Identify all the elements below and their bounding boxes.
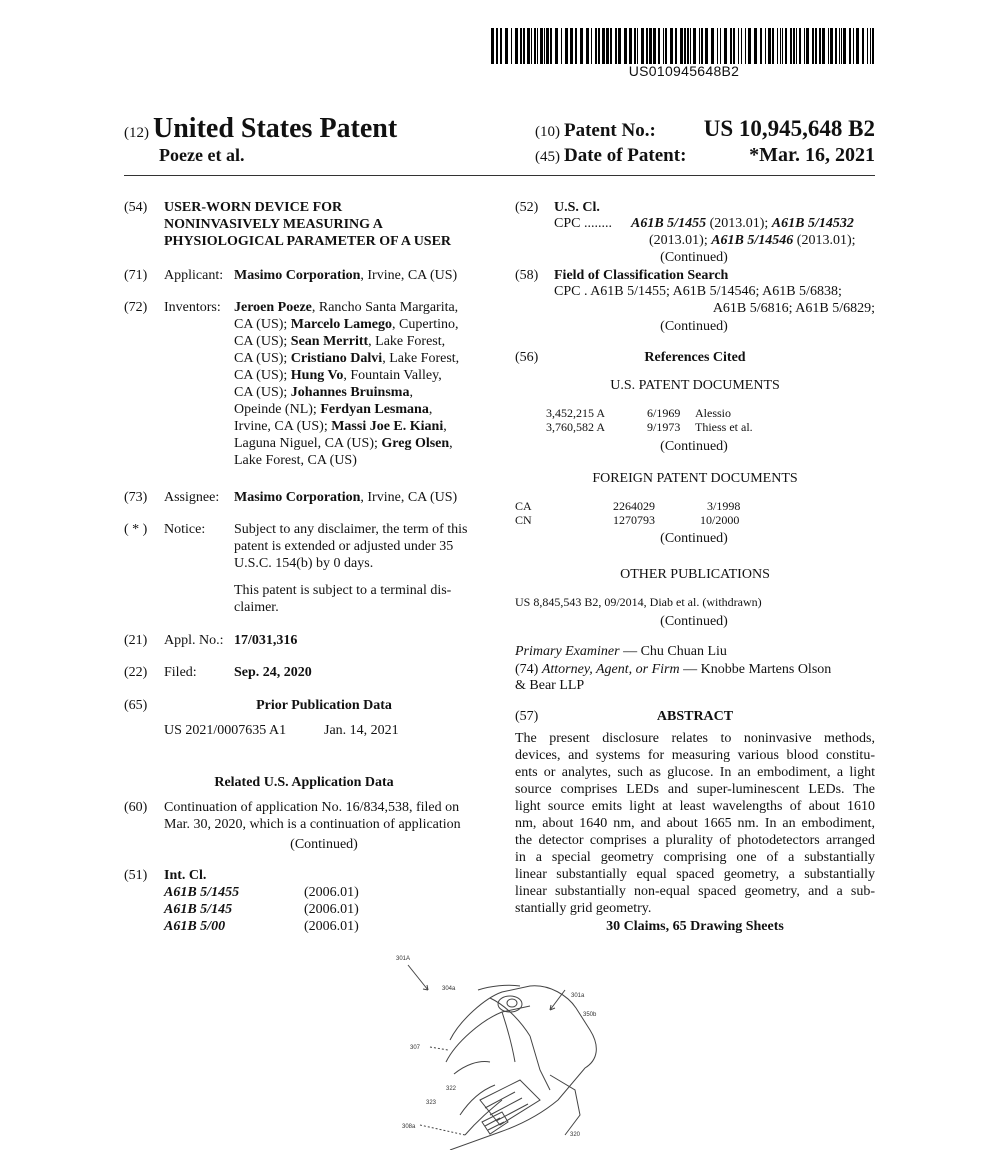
applicant-label: Applicant: [164,268,224,283]
title-line: PHYSIOLOGICAL PARAMETER OF A USER [164,234,452,249]
figure-label: 350b [583,1012,597,1018]
appl-code: (21) [124,633,148,648]
doc-number: 3,760,582 A [546,420,606,434]
barcode-bar [658,28,660,64]
figure-label: 301A [396,956,411,962]
us-doc-row [546,406,753,420]
title-code: (54) [124,200,148,215]
barcode-bar [505,28,508,64]
inventors-label: Inventors: [164,300,221,315]
barcode-bar [765,28,766,64]
barcode-bar [733,28,735,64]
barcode-bar [491,28,494,64]
notice-code: ( * ) [124,522,148,537]
other-more: (Continued) [660,614,728,629]
prior-code: (65) [124,698,148,713]
cpc-code: A61B 5/14546 [711,233,794,248]
doc-country: CN [515,513,532,527]
inventor-line [234,452,484,469]
barcode-bar [670,28,673,64]
fcs-code: (58) [515,268,539,283]
attorney-code: (74) [515,662,542,677]
intcl-list [164,884,359,935]
device-drawing [390,950,620,1150]
barcode-bar [754,28,757,64]
barcode-bar [693,28,696,64]
barcode-bar [730,28,732,64]
header-rule [124,175,875,176]
inventor-location: , Cupertino, [392,317,459,332]
date-row [535,145,686,167]
inventors-list [234,299,484,469]
cpc-year: (2013.01); [706,216,772,231]
patent-barcode [491,28,877,64]
patent-number-row [535,120,656,142]
barcode-bar [828,28,829,64]
barcode-bar [856,28,859,64]
attorney [515,661,831,678]
barcode-bar [812,28,814,64]
barcode-bar [540,28,543,64]
fcs-more: (Continued) [660,319,728,334]
figure-label: 304a [442,986,456,992]
barcode-bar [580,28,583,64]
barcode-bar [772,28,774,64]
terminal-disclaimer [234,582,486,616]
abstract-line: linear substantially equal spaced geometry, a substantially [515,867,875,882]
barcode-bar [550,28,552,64]
barcode-bar [624,28,627,64]
patent-type-header [124,113,397,145]
cpc-year: (2013.01); [793,233,856,248]
fcs-label: Field of Classification Search [554,268,729,283]
inventor-line [234,401,484,418]
inventor-location: Opeinde (NL); [234,402,321,417]
inventor-name: Ferdyan Lesmana [320,402,429,417]
barcode-bar [565,28,568,64]
barcode-bar [815,28,817,64]
attorney-label: Attorney, Agent, or Firm [541,662,680,677]
applicant [234,267,457,284]
inventor-line [234,367,484,384]
inventor-location: , Lake Forest, [368,334,446,349]
barcode-bar [843,28,846,64]
patent-number: US 10,945,648 B2 [703,116,875,141]
barcode-bar [561,28,562,64]
barcode-bar [853,28,854,64]
barcode-bar [839,28,840,64]
patent-no-code: (10) [535,124,560,140]
barcode-bar [684,28,686,64]
prior-date: Jan. 14, 2021 [324,723,399,738]
barcode-bar [665,28,667,64]
barcode-number: US010945648B2 [628,63,740,79]
examiner-label: Primary Examiner [515,644,620,659]
filed-date: Sep. 24, 2020 [234,665,312,680]
barcode-bar [720,28,721,64]
barcode-bar [546,28,549,64]
inventor-name: Marcelo Lamego [290,317,393,332]
abstract-line: source comprises LEDs and super-luminescent LEDs. The [515,782,875,797]
uscl-label: U.S. Cl. [554,200,600,215]
barcode-bar [629,28,632,64]
foreign-more: (Continued) [660,531,728,546]
barcode-bar [598,28,600,64]
notice-line: U.S.C. 154(b) by 0 days. [234,556,374,571]
barcode-bar [675,28,677,64]
abstract-line: light source emits light at least wavelengths of about 1610 [515,799,875,814]
barcode-bar [780,28,781,64]
barcode-bar [618,28,621,64]
cont-line: Mar. 30, 2020, which is a continuation of application [164,817,461,832]
barcode-bar [822,28,825,64]
barcode-bar [793,28,795,64]
barcode-bar [741,28,742,64]
barcode-bar [782,28,783,64]
barcode-bar [570,28,573,64]
barcode-bar [790,28,792,64]
inventor-location: , [449,436,453,451]
other-heading: OTHER PUBLICATIONS [620,567,770,582]
notice-text [234,521,486,572]
other-publication: US 8,845,543 B2, 09/2014, Diab et al. (withdrawn) [515,595,762,609]
inventor-name: Johannes Bruinsma [290,385,410,400]
inventor-location: CA (US); [234,368,291,383]
barcode-bar [804,28,805,64]
barcode-bar [738,28,739,64]
primary-examiner [515,643,727,660]
intcl-year: (2006.01) [304,885,359,900]
barcode-bar [748,28,751,64]
abstract-line: in a special geometry comprising one of a substantially [515,850,875,865]
barcode-bar [637,28,638,64]
abstract-line: stantially grid geometry. [515,901,652,916]
assignee [234,489,457,506]
barcode-bar [534,28,536,64]
barcode-bar [646,28,648,64]
inventor-short: Poeze et al. [159,145,245,165]
barcode-bar [663,28,664,64]
doc-number: 3,452,215 A [546,406,606,420]
foreign-heading: FOREIGN PATENT DOCUMENTS [592,471,798,486]
cpc-prefix: CPC ........ [554,216,612,231]
us-docs-list [546,406,753,434]
intcl-row [164,901,359,918]
barcode-bar [705,28,708,64]
barcode-bar [799,28,801,64]
barcode-bar [523,28,525,64]
figure-label: 308a [402,1124,416,1130]
title-line: NONINVASIVELY MEASURING A [164,217,383,232]
assignee-code: (73) [124,490,148,505]
intcl-label: Int. Cl. [164,868,207,883]
terminal-line: claimer. [234,600,279,615]
inventor-location: , [428,402,433,417]
intcl-code-value: A61B 5/1455 [164,885,240,900]
inventor-location: CA (US); [234,317,291,332]
inventor-location: CA (US); [234,351,291,366]
intcl-year: (2006.01) [304,919,359,934]
intcl-code-value: A61B 5/00 [164,919,226,934]
prior-heading: Prior Publication Data [256,698,392,713]
barcode-bar [615,28,617,64]
cpc-more: (Continued) [660,250,728,265]
barcode-bar [745,28,746,64]
cont-code: (60) [124,800,148,815]
barcode-bar [610,28,612,64]
inventor-line [234,384,484,401]
doc-number: 1270793 [613,513,655,527]
barcode-bar [867,28,868,64]
barcode-bar [649,28,652,64]
inventor-location: Laguna Niguel, CA (US); [234,436,382,451]
applicant-location: , Irvine, CA (US) [360,268,458,283]
us-doc-row [546,420,753,434]
date-of-patent: *Mar. 16, 2021 [749,144,875,166]
doc-number: 2264029 [613,499,655,513]
inventor-location: CA (US); [234,385,291,400]
inventor-location: , Lake Forest, [382,351,460,366]
inventor-line [234,350,484,367]
doc-date: 9/1973 [647,420,681,434]
cont-line: Continuation of application No. 16/834,538, filed on [164,800,460,815]
figure-label: 301a [571,993,585,999]
barcode-bar [724,28,727,64]
barcode-bar [591,28,592,64]
assignee-location: , Irvine, CA (US) [360,490,458,505]
barcode-bar [595,28,597,64]
abstract-line: linear substantially non-equal spaced geometry, and a sub- [515,884,875,899]
uscl-code: (52) [515,200,539,215]
abstract-body [515,730,875,917]
barcode-bar [511,28,512,64]
barcode-bar [717,28,718,64]
inventor-line [234,435,484,452]
filed-code: (22) [124,665,148,680]
appl-number: 17/031,316 [234,633,298,648]
prior-pub: US 2021/0007635 A1 [164,723,287,738]
inventor-location: CA (US); [234,334,291,349]
barcode-bar [606,28,609,64]
doc-name: Thiess et al. [695,420,753,434]
cpc-code: A61B 5/1455 [631,216,707,231]
inventor-line [234,316,484,333]
abstract-code: (57) [515,709,539,724]
figure-label: 323 [426,1100,437,1106]
us-docs-heading: U.S. PATENT DOCUMENTS [610,378,780,393]
assignee-name: Masimo Corporation [234,490,361,505]
foreign-docs-list [515,499,740,527]
appl-label: Appl. No.: [164,633,224,648]
barcode-bar [555,28,558,64]
barcode-bar [849,28,851,64]
foreign-doc-row [515,499,740,513]
barcode-bar [701,28,703,64]
inventor-location: , Rancho Santa Margarita, [311,300,459,315]
inventor-line [234,418,484,435]
date-code: (45) [535,149,560,165]
patent-type: United States Patent [153,113,398,144]
barcode-bar [500,28,502,64]
barcode-bar [796,28,797,64]
notice-label: Notice: [164,522,206,537]
barcode-bar [527,28,530,64]
date-label: Date of Patent: [564,145,687,166]
barcode-bar [520,28,522,64]
notice-line: Subject to any disclaimer, the term of this [234,522,468,537]
barcode-bar [653,28,656,64]
barcode-bar [872,28,874,64]
doc-date: 6/1969 [647,406,681,420]
applicant-name: Masimo Corporation [234,268,361,283]
doc-name: Alessio [695,406,731,420]
barcode-bar [515,28,518,64]
foreign-doc-row [515,513,740,527]
barcode-bar [634,28,636,64]
barcode-bar [602,28,605,64]
barcode-bar [496,28,498,64]
barcode-bar [830,28,833,64]
inventor-name: Greg Olsen [381,436,450,451]
barcode-bar [806,28,809,64]
patent-no-label: Patent No.: [564,120,656,141]
cpc-code: A61B 5/14532 [771,216,854,231]
abstract-heading: ABSTRACT [656,709,734,724]
barcode-bar [586,28,589,64]
inventor-name: Sean Merritt [290,334,369,349]
refs-heading: References Cited [644,350,746,365]
barcode-bar [768,28,771,64]
inventor-location: , [409,385,413,400]
barcode-bar [760,28,762,64]
title-line: USER-WORN DEVICE FOR [164,200,343,215]
attorney-name: — Knobbe Martens Olson [679,662,832,677]
barcode-bar [680,28,683,64]
barcode-bar [835,28,837,64]
inventor-line [234,333,484,350]
abstract-line: The present disclosure relates to noninvasive methods, [515,731,875,746]
abstract-line: ents or analytes, such as glucose. In an embodiment, a light [515,765,875,780]
applicant-code: (71) [124,268,148,283]
barcode-bar [690,28,691,64]
cpc-line1 [631,215,854,232]
related-heading: Related U.S. Application Data [214,775,394,790]
inventor-location: Irvine, CA (US); [234,419,332,434]
barcode-bar [785,28,787,64]
doc-date: 3/1998 [707,499,741,513]
inventors-code: (72) [124,300,148,315]
us-docs-more: (Continued) [660,439,728,454]
barcode-bar [531,28,532,64]
barcode-bar [699,28,700,64]
intcl-row [164,918,359,935]
inventor-name: Hung Vo [290,368,344,383]
intcl-year: (2006.01) [304,902,359,917]
examiner-name: — Chu Chuan Liu [619,644,727,659]
fcs-line2: A61B 5/6816; A61B 5/6829; [712,301,875,316]
doc-date: 10/2000 [700,513,740,527]
inventor-location: , Fountain Valley, [343,368,442,383]
barcode-bar [537,28,538,64]
barcode-bar [711,28,714,64]
type-code: (12) [124,125,149,141]
barcode-bar [862,28,864,64]
figure-label: 307 [410,1045,421,1051]
inventor-location: , [443,419,447,434]
figure-label: 320 [570,1132,581,1138]
barcode-bar [777,28,778,64]
notice-line: patent is extended or adjusted under 35 [234,539,454,554]
intcl-code: (51) [124,868,148,883]
barcode-bar [819,28,821,64]
intcl-row [164,884,359,901]
terminal-line: This patent is subject to a terminal dis- [234,583,452,598]
barcode-bar [544,28,545,64]
inventor-name: Jeroen Poeze [234,300,312,315]
cpc-year: (2013.01); [649,233,712,248]
barcode-bar [641,28,644,64]
abstract-line: the detector comprises a plurality of photodetectors arranged [515,833,875,848]
cont-more: (Continued) [290,837,358,852]
barcode-bar [841,28,842,64]
claims-summary: 30 Claims, 65 Drawing Sheets [606,919,784,934]
patent-title [164,199,451,250]
abstract-line: devices, and systems for measuring various blood constitu- [515,748,875,763]
filed-label: Filed: [164,665,197,680]
inventor-name: Cristiano Dalvi [290,351,383,366]
fcs-line1: CPC . A61B 5/1455; A61B 5/14546; A61B 5/6838; [554,284,842,299]
barcode-bar [870,28,871,64]
figure-label: 322 [446,1086,457,1092]
continuation-text [164,799,494,833]
doc-country: CA [515,499,532,513]
attorney-line2: & Bear LLP [515,678,585,693]
intcl-code-value: A61B 5/145 [164,902,233,917]
assignee-label: Assignee: [164,490,220,505]
abstract-line: nm, about 1640 nm, and about 1665 nm. In an embodiment, [515,816,875,831]
barcode-bar [575,28,577,64]
inventor-line [234,299,484,316]
inventor-name: Massi Joe E. Kiani [331,419,444,434]
inventor-location: Lake Forest, CA (US) [234,453,357,468]
barcode-bar [687,28,689,64]
cpc-line2 [649,232,856,249]
refs-code: (56) [515,350,539,365]
